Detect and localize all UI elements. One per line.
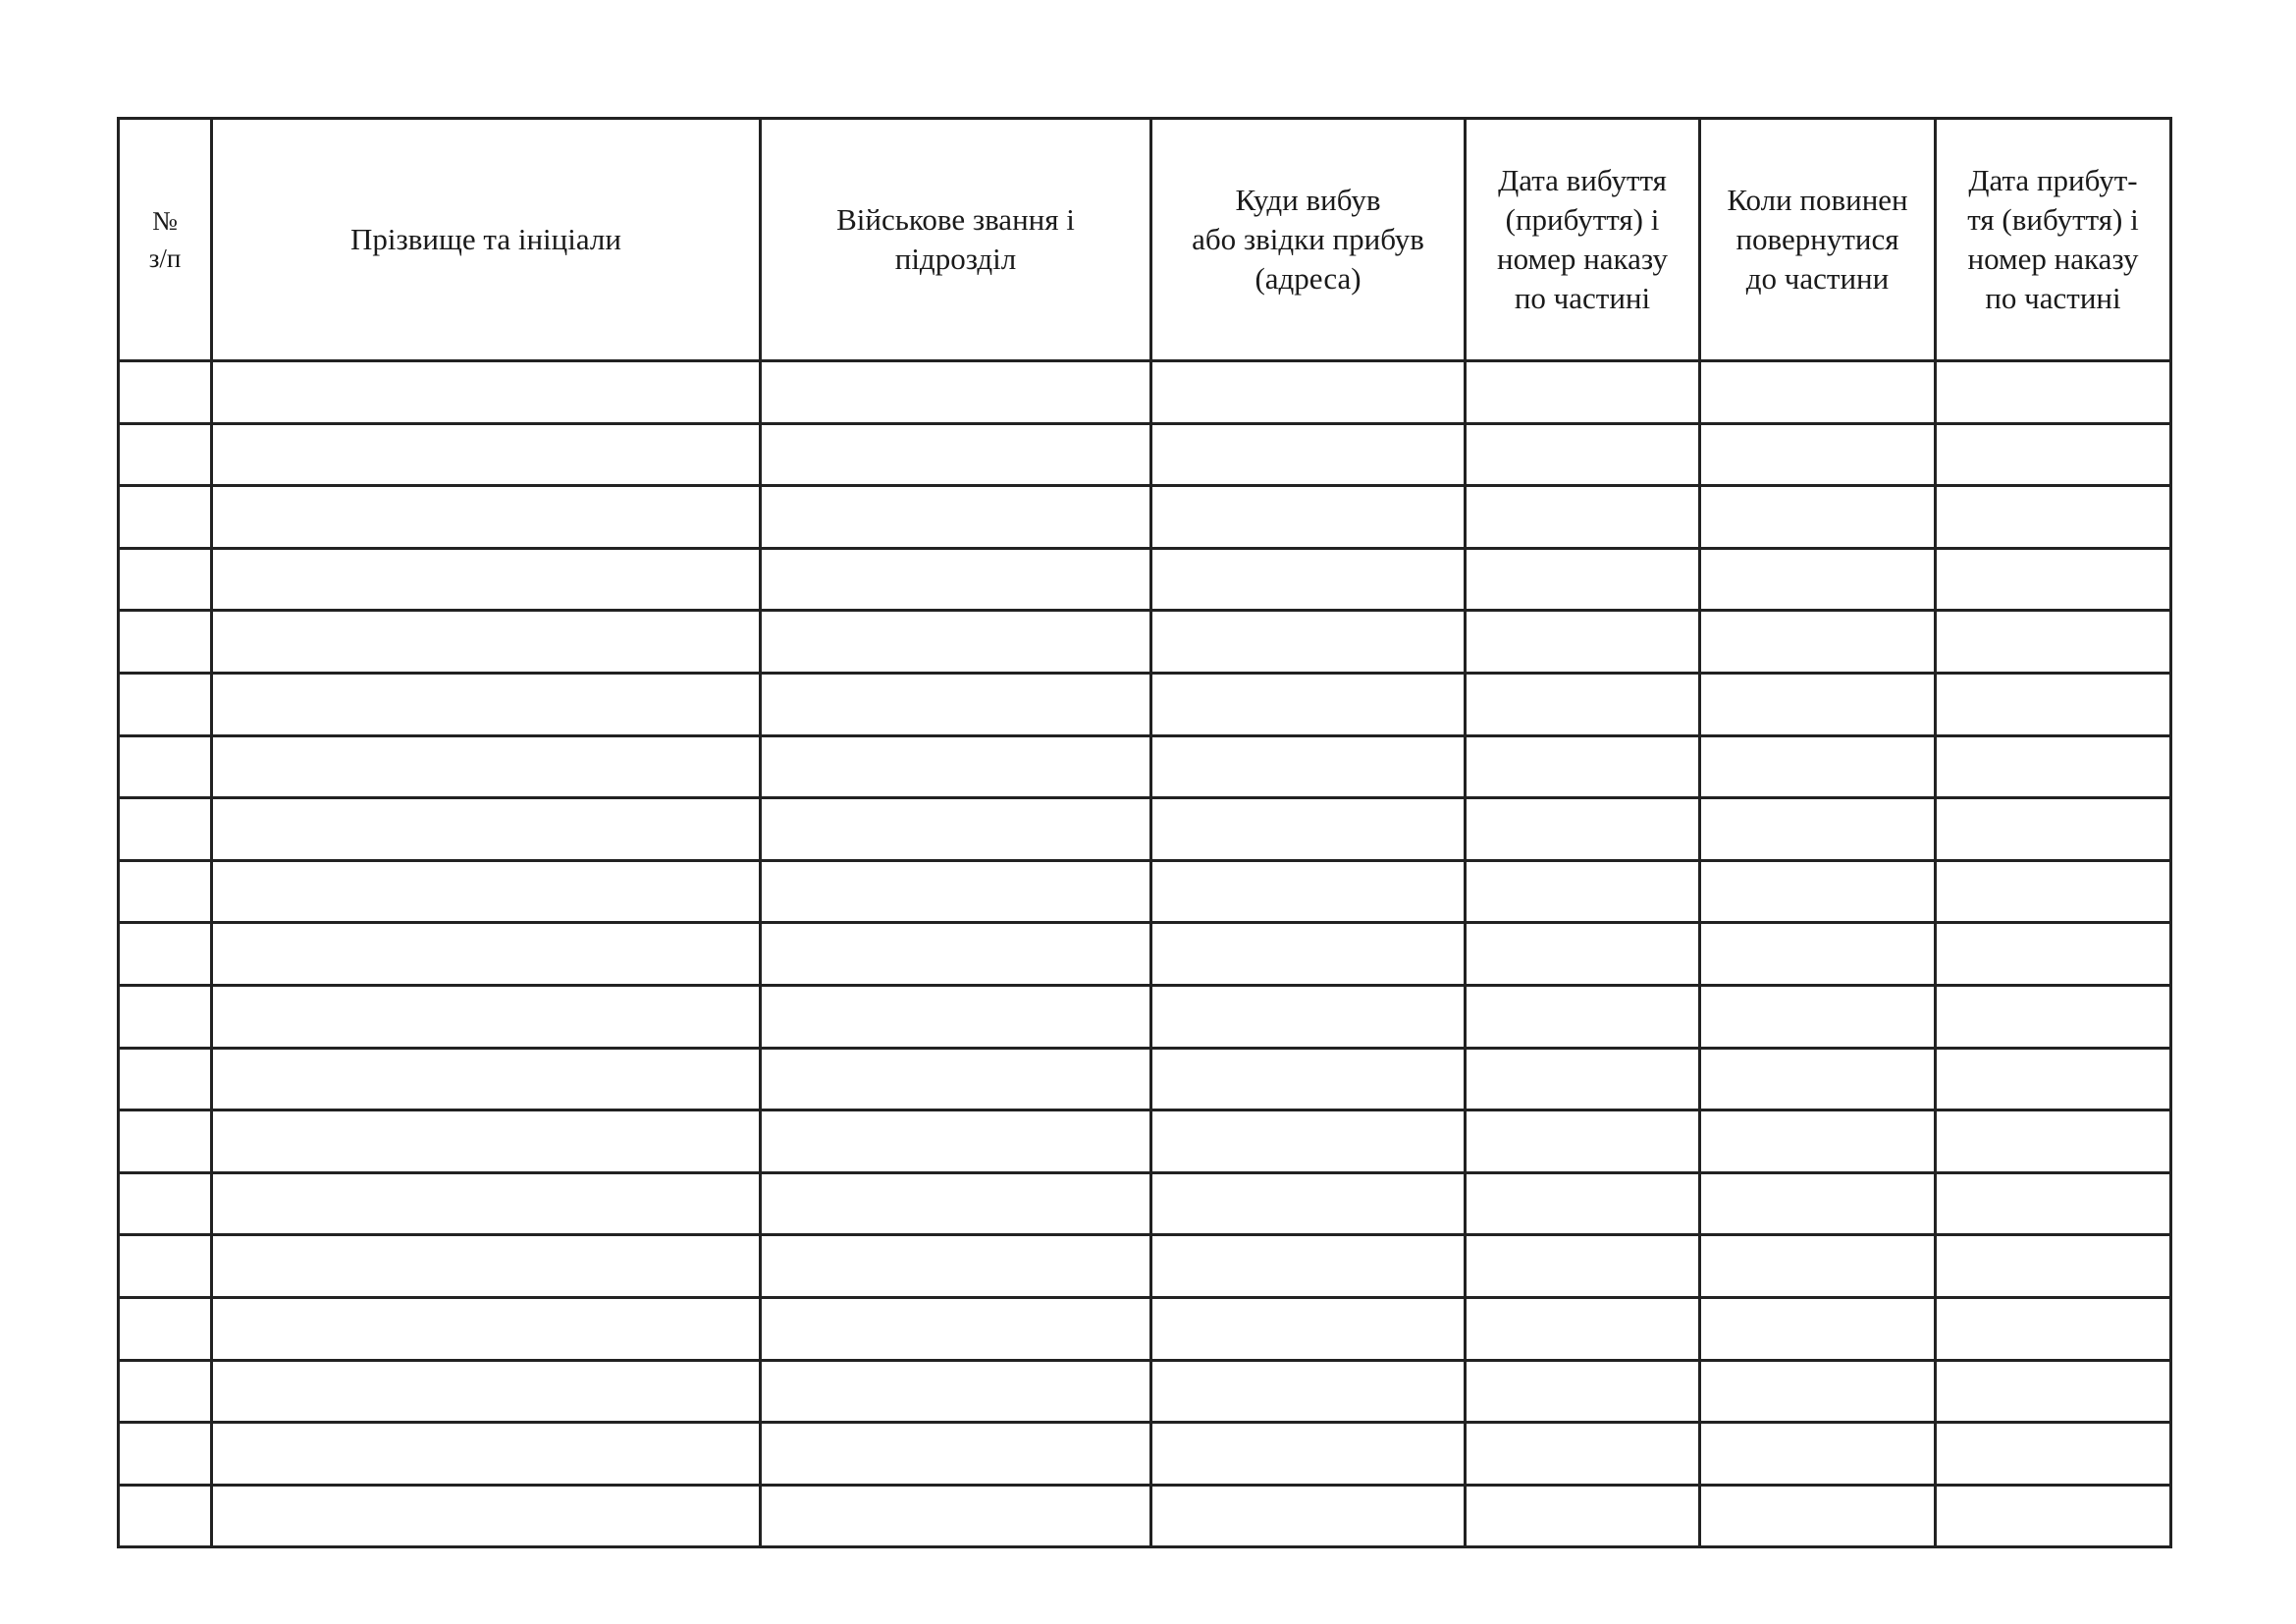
table-cell[interactable] [119, 735, 212, 798]
table-cell[interactable] [1151, 361, 1466, 424]
table-row [119, 611, 2171, 674]
table-cell[interactable] [761, 1360, 1151, 1423]
table-cell[interactable] [1936, 735, 2171, 798]
table-cell[interactable] [119, 1297, 212, 1360]
table-cell[interactable] [1700, 1172, 1936, 1235]
table-cell[interactable] [1936, 1048, 2171, 1110]
table-cell[interactable] [1936, 1110, 2171, 1173]
table-cell[interactable] [1936, 423, 2171, 486]
table-cell[interactable] [1466, 1110, 1700, 1173]
table-cell[interactable] [119, 798, 212, 861]
table-cell[interactable] [212, 798, 761, 861]
table-cell[interactable] [1466, 985, 1700, 1048]
table-cell[interactable] [1466, 1048, 1700, 1110]
table-cell[interactable] [1151, 548, 1466, 611]
header-rank-unit: Військове звання і підрозділ [761, 119, 1151, 361]
table-cell[interactable] [1151, 1048, 1466, 1110]
table-cell[interactable] [761, 1297, 1151, 1360]
table-row [119, 860, 2171, 923]
table-cell[interactable] [119, 548, 212, 611]
table-cell[interactable] [1151, 1485, 1466, 1547]
table-cell[interactable] [1151, 985, 1466, 1048]
table-cell[interactable] [761, 423, 1151, 486]
table-body [119, 361, 2171, 1547]
table-cell[interactable] [1151, 1110, 1466, 1173]
table-cell[interactable] [761, 1235, 1151, 1298]
personnel-movement-table [117, 117, 2172, 1548]
table-cell[interactable] [1936, 548, 2171, 611]
table-cell[interactable] [212, 923, 761, 986]
table-cell[interactable] [1700, 423, 1936, 486]
table-cell[interactable] [1936, 361, 2171, 424]
table-cell[interactable] [1700, 486, 1936, 549]
table-cell[interactable] [1936, 798, 2171, 861]
table-row [119, 1297, 2171, 1360]
table-cell[interactable] [119, 1235, 212, 1298]
table-cell[interactable] [1936, 486, 2171, 549]
table-cell[interactable] [761, 735, 1151, 798]
table-cell[interactable] [212, 486, 761, 549]
table-cell[interactable] [1151, 673, 1466, 735]
table-cell[interactable] [212, 1235, 761, 1298]
table-cell[interactable] [1700, 860, 1936, 923]
table-cell[interactable] [761, 1485, 1151, 1547]
table-cell[interactable] [119, 423, 212, 486]
table-cell[interactable] [1936, 985, 2171, 1048]
table-cell[interactable] [119, 923, 212, 986]
table-row [119, 923, 2171, 986]
table-row [119, 1360, 2171, 1423]
table-cell[interactable] [119, 361, 212, 424]
table-cell[interactable] [1466, 1235, 1700, 1298]
table-cell[interactable] [212, 1423, 761, 1486]
table-cell[interactable] [119, 486, 212, 549]
table-row [119, 361, 2171, 424]
table-cell[interactable] [761, 1423, 1151, 1486]
table-row [119, 673, 2171, 735]
table-cell[interactable] [212, 860, 761, 923]
table-row [119, 1172, 2171, 1235]
table-cell[interactable] [1466, 1172, 1700, 1235]
table-cell[interactable] [212, 611, 761, 674]
table-cell[interactable] [761, 1172, 1151, 1235]
table-cell[interactable] [1700, 1423, 1936, 1486]
table-cell[interactable] [1151, 860, 1466, 923]
table-cell[interactable] [119, 1110, 212, 1173]
table-cell[interactable] [1700, 1048, 1936, 1110]
table-cell[interactable] [119, 1485, 212, 1547]
table-cell[interactable] [1151, 735, 1466, 798]
table-row [119, 423, 2171, 486]
table-cell[interactable] [1700, 548, 1936, 611]
table-cell[interactable] [761, 673, 1151, 735]
table-cell[interactable] [1700, 1360, 1936, 1423]
table-cell[interactable] [212, 735, 761, 798]
table-cell[interactable] [1151, 923, 1466, 986]
table-cell[interactable] [119, 1423, 212, 1486]
table-cell[interactable] [1151, 486, 1466, 549]
table-cell[interactable] [212, 1110, 761, 1173]
table-cell[interactable] [761, 1110, 1151, 1173]
table-cell[interactable] [761, 1048, 1151, 1110]
table-cell[interactable] [1700, 985, 1936, 1048]
table-cell[interactable] [1700, 673, 1936, 735]
table-cell[interactable] [761, 361, 1151, 424]
header-arrival-date-order: Дата прибут- тя (вибуття) і номер наказу по частині [1936, 119, 2171, 361]
table-row [119, 798, 2171, 861]
table-cell[interactable] [1151, 611, 1466, 674]
table-cell[interactable] [1700, 611, 1936, 674]
table-cell[interactable] [761, 611, 1151, 674]
header-departure-date-order: Дата вибуття (прибуття) і номер наказу по частині [1466, 119, 1700, 361]
table-cell[interactable] [1700, 1485, 1936, 1547]
table-cell[interactable] [1700, 361, 1936, 424]
table-cell[interactable] [119, 673, 212, 735]
table-cell[interactable] [1936, 1235, 2171, 1298]
table-cell[interactable] [1466, 361, 1700, 424]
table-cell[interactable] [212, 1485, 761, 1547]
table-cell[interactable] [1151, 1235, 1466, 1298]
table-cell[interactable] [1466, 548, 1700, 611]
table-cell[interactable] [1936, 1297, 2171, 1360]
table-cell[interactable] [119, 1360, 212, 1423]
table-cell[interactable] [212, 1360, 761, 1423]
table-cell[interactable] [761, 486, 1151, 549]
table-cell[interactable] [119, 1048, 212, 1110]
table-cell[interactable] [1936, 1360, 2171, 1423]
table-cell[interactable] [1700, 1110, 1936, 1173]
table-cell[interactable] [1466, 1297, 1700, 1360]
table-cell[interactable] [119, 860, 212, 923]
table-cell[interactable] [212, 673, 761, 735]
table-cell[interactable] [212, 1297, 761, 1360]
table-row [119, 548, 2171, 611]
table-cell[interactable] [1151, 798, 1466, 861]
header-destination-address: Куди вибув або звідки прибув (адреса) [1151, 119, 1466, 361]
table-cell[interactable] [1466, 1423, 1700, 1486]
header-row [119, 119, 2171, 361]
table-cell[interactable] [1151, 1172, 1466, 1235]
table-cell[interactable] [119, 1172, 212, 1235]
table-cell[interactable] [1936, 860, 2171, 923]
table-cell[interactable] [212, 985, 761, 1048]
table-cell[interactable] [1466, 423, 1700, 486]
table-cell[interactable] [1700, 735, 1936, 798]
table-cell[interactable] [1936, 1172, 2171, 1235]
table-cell[interactable] [761, 923, 1151, 986]
table-cell[interactable] [212, 361, 761, 424]
table-cell[interactable] [1466, 798, 1700, 861]
table-row [119, 985, 2171, 1048]
table-cell[interactable] [1151, 1423, 1466, 1486]
table-cell[interactable] [761, 860, 1151, 923]
table-cell[interactable] [212, 423, 761, 486]
table-cell[interactable] [1151, 1297, 1466, 1360]
table-row [119, 1110, 2171, 1173]
table-header [119, 119, 2171, 361]
table-cell[interactable] [761, 798, 1151, 861]
table-cell[interactable] [1700, 1235, 1936, 1298]
table-cell[interactable] [1466, 1485, 1700, 1547]
table-cell[interactable] [1936, 611, 2171, 674]
table-cell[interactable] [1466, 1360, 1700, 1423]
table-cell[interactable] [1466, 860, 1700, 923]
table-cell[interactable] [212, 548, 761, 611]
table-row [119, 1048, 2171, 1110]
table-cell[interactable] [1151, 423, 1466, 486]
table-cell[interactable] [761, 985, 1151, 1048]
table-row [119, 1235, 2171, 1298]
table-cell[interactable] [119, 611, 212, 674]
table-cell[interactable] [1936, 1485, 2171, 1547]
table-cell[interactable] [1466, 735, 1700, 798]
table-row [119, 735, 2171, 798]
table-cell[interactable] [212, 1048, 761, 1110]
table-cell[interactable] [212, 1172, 761, 1235]
table-cell[interactable] [1700, 923, 1936, 986]
header-number: № з/п [119, 119, 212, 361]
table-row [119, 486, 2171, 549]
table-cell[interactable] [1936, 923, 2171, 986]
table-row [119, 1423, 2171, 1486]
table-row [119, 1485, 2171, 1547]
table-cell[interactable] [761, 548, 1151, 611]
table-cell[interactable] [1466, 923, 1700, 986]
header-return-due: Коли повинен повернутися до частини [1700, 119, 1936, 361]
header-name: Прізвище та ініціали [212, 119, 761, 361]
table-cell[interactable] [1936, 673, 2171, 735]
table-cell[interactable] [1466, 673, 1700, 735]
table-cell[interactable] [1936, 1423, 2171, 1486]
table-cell[interactable] [1700, 798, 1936, 861]
table-cell[interactable] [1700, 1297, 1936, 1360]
table-cell[interactable] [1151, 1360, 1466, 1423]
table-cell[interactable] [1466, 486, 1700, 549]
table-cell[interactable] [1466, 611, 1700, 674]
table-cell[interactable] [119, 985, 212, 1048]
